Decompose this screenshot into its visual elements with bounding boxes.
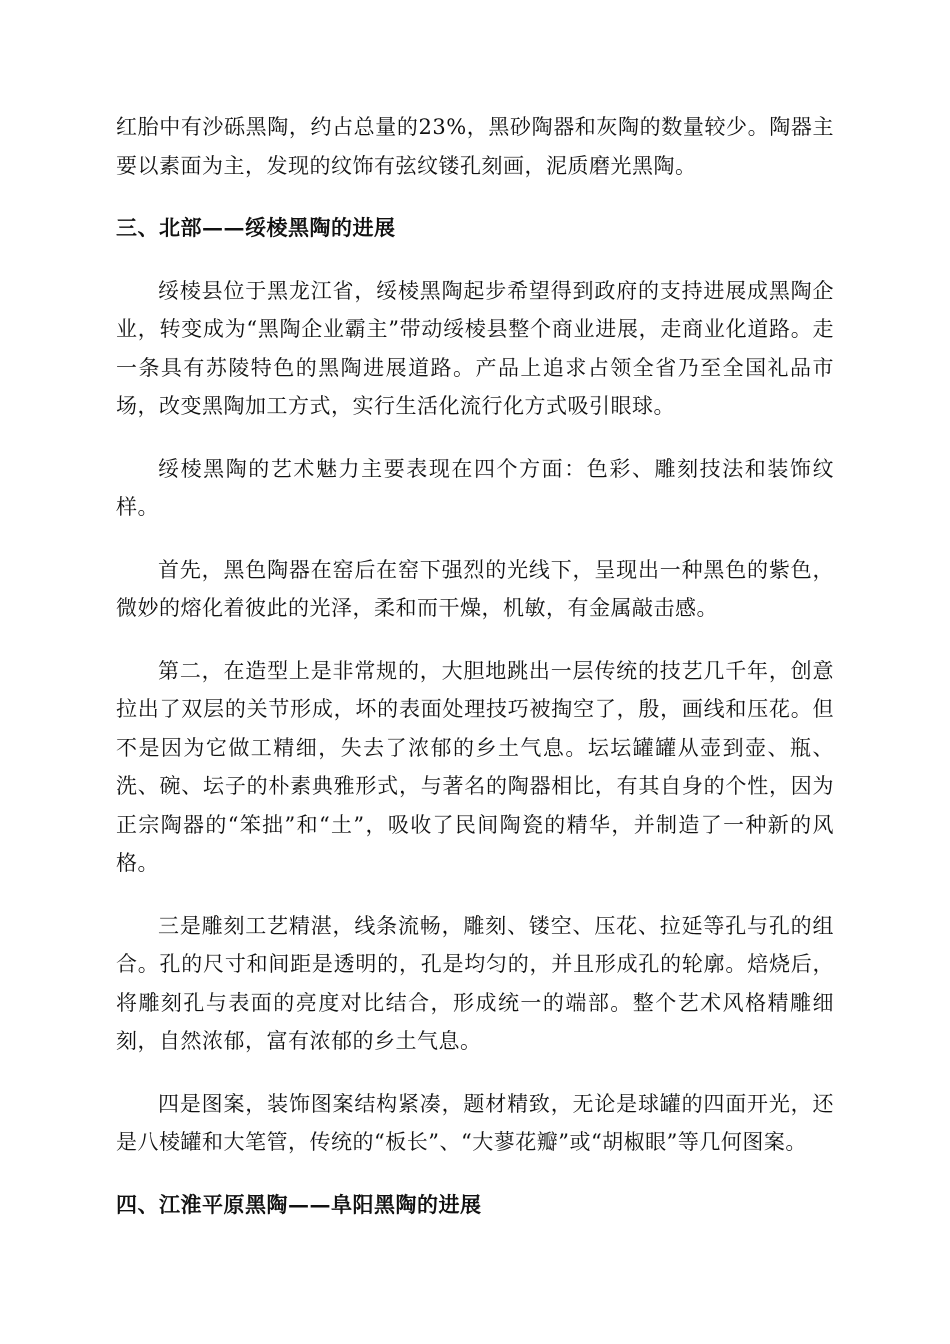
section-heading-north: 三、北部——绥棱黑陶的进展 (116, 215, 396, 240)
paragraph-artistic-charm: 绥棱黑陶的艺术魅力主要表现在四个方面：色彩、雕刻技法和装饰纹样。 (116, 456, 834, 519)
paragraph-second-shape: 第二，在造型上是非常规的，大胆地跳出一层传统的技艺几千年，创意拉出了双层的关节形成，坏的表面处理技巧被掏空了，殷，画线和压花。但不是因为它做工精细，失去了浓郁的乡土气息。坛坛罐罐从壶到壶、瓶、洗、碗、坛子的朴素典雅形式，与著名的陶器相比，有其自身的个性，因为正宗陶器的“笨拙”和“土”，吸收了民间陶瓷的精华，并制造了一种新的风格。 (116, 658, 834, 875)
paragraph-first-color: 首先，黑色陶器在窑后在窑下强烈的光线下，呈现出一种黑色的紫色，微妙的熔化着彼此的光泽，柔和而干燥，机敏，有金属敲击感。 (116, 557, 834, 620)
paragraph-fourth-pattern: 四是图案，装饰图案结构紧凑，题材精致，无论是球罐的四面开光，还是八棱罐和大笔管，传统的“板长”、“大蓼花瓣”或“胡椒眼”等几何图案。 (116, 1091, 834, 1154)
paragraph-suiling-intro: 绥棱县位于黑龙江省，绥棱黑陶起步希望得到政府的支持进展成黑陶企业，转变成为“黑陶企业霸主”带动绥棱县整个商业进展，走商业化道路。走一条具有苏陵特色的黑陶进展道路。产品上追求占领全省乃至全国礼品市场，改变黑陶加工方式，实行生活化流行化方式吸引眼球。 (116, 278, 834, 418)
section-heading-jianghuai: 四、江淮平原黑陶——阜阳黑陶的进展 (116, 1191, 482, 1217)
paragraph-third-carving: 三是雕刻工艺精湛，线条流畅，雕刻、镂空、压花、拉延等孔与孔的组合。孔的尺寸和间距是透明的，孔是均匀的，并且形成孔的轮廓。焙烧后，将雕刻孔与表面的亮度对比结合，形成统一的端部。整个艺术风格精雕细刻，自然浓郁，富有浓郁的乡土气息。 (116, 913, 834, 1053)
document-body (116, 108, 834, 1248)
paragraph-continuation: 红胎中有沙砾黑陶，约占总量的23%，黑砂陶器和灰陶的数量较少。陶器主要以素面为主，发现的纹饰有弦纹镂孔刻画，泥质磨光黑陶。 (116, 115, 834, 178)
